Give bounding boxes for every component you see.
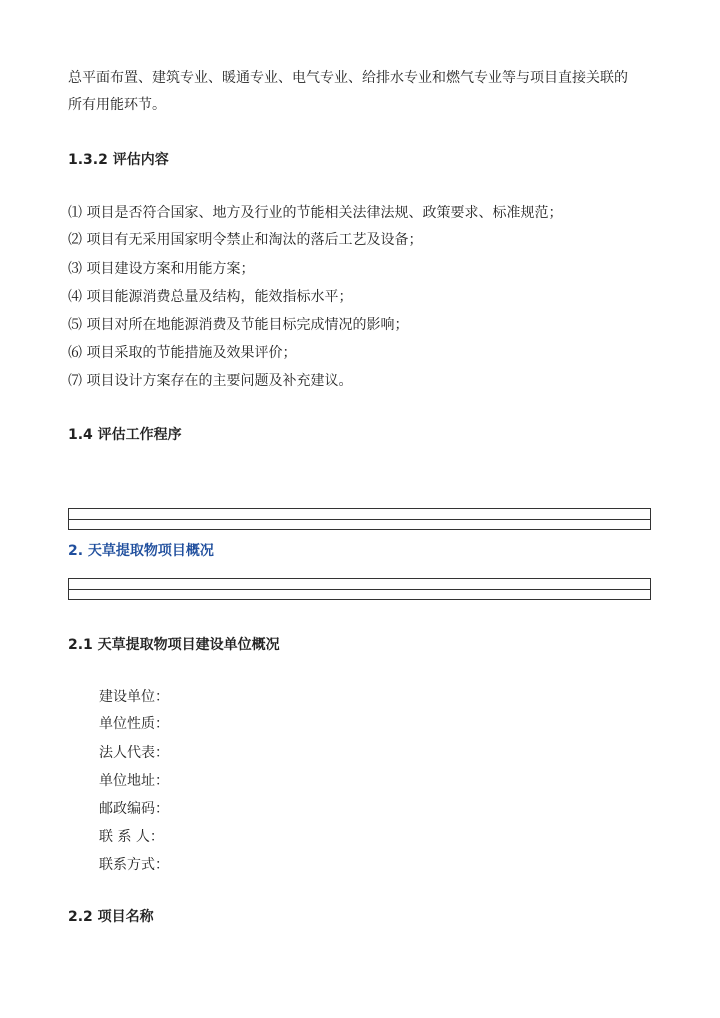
list-item: ⑶ 项目建设方案和用能方案； <box>68 261 255 277</box>
list-item: ⑺ 项目设计方案存在的主要问题及补充建议。 <box>68 373 353 389</box>
intro-line-2: 所有用能环节。 <box>68 97 166 113</box>
divider-box-bottom <box>68 578 651 600</box>
divider-line <box>69 589 650 590</box>
list-item: ⑹ 项目采取的节能措施及效果评价； <box>68 345 297 361</box>
field-label-unit-nature: 单位性质： <box>99 716 169 732</box>
field-label-legal-representative: 法人代表： <box>99 745 169 761</box>
section-2-2-heading: 2.2 项目名称 <box>68 909 154 925</box>
field-label-contact-person: 联 系 人： <box>99 829 164 845</box>
field-label-construction-unit: 建设单位： <box>99 689 169 705</box>
section-1-4-heading: 1.4 评估工作程序 <box>68 427 182 443</box>
field-label-unit-address: 单位地址： <box>99 773 169 789</box>
section-1-3-2-heading: 1.3.2 评估内容 <box>68 152 169 168</box>
list-item: ⑷ 项目能源消费总量及结构，能效指标水平； <box>68 289 353 305</box>
intro-line-1: 总平面布置、建筑专业、暖通专业、电气专业、给排水专业和燃气专业等与项目直接关联的 <box>68 70 628 86</box>
list-item: ⑴ 项目是否符合国家、地方及行业的节能相关法律法规、政策要求、标准规范； <box>68 205 563 221</box>
divider-line <box>69 519 650 520</box>
section-2-1-heading: 2.1 天草提取物项目建设单位概况 <box>68 637 280 653</box>
list-item: ⑸ 项目对所在地能源消费及节能目标完成情况的影响； <box>68 317 409 333</box>
chapter-2-heading: 2. 天草提取物项目概况 <box>68 543 214 559</box>
field-label-contact-method: 联系方式： <box>99 857 169 873</box>
field-label-postal-code: 邮政编码： <box>99 801 169 817</box>
divider-box-top <box>68 508 651 530</box>
list-item: ⑵ 项目有无采用国家明令禁止和淘汰的落后工艺及设备； <box>68 232 423 248</box>
